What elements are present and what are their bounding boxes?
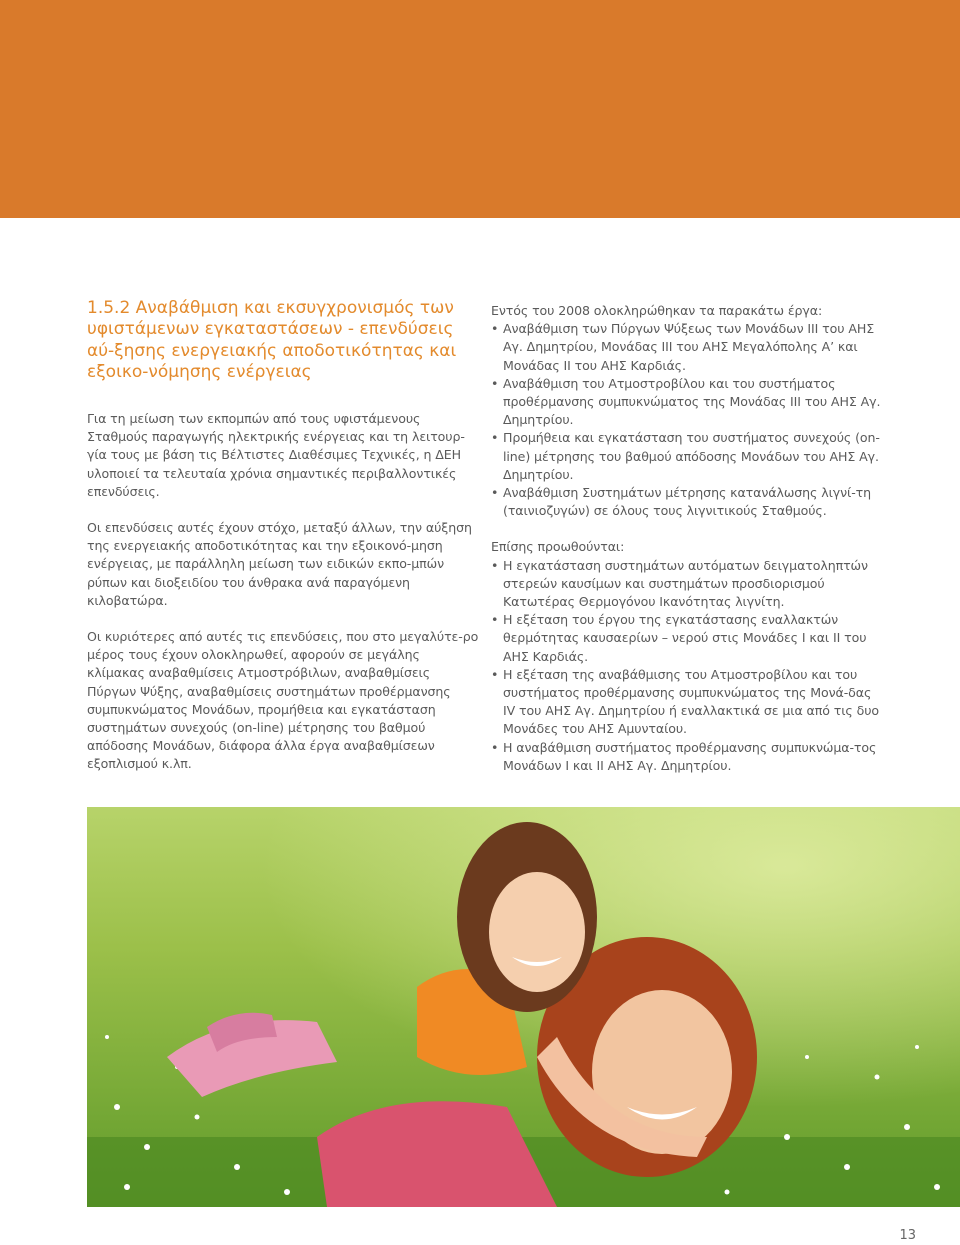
- list-item: • Η εγκατάσταση συστημάτων αυτόματων δειγματοληπτών στερεών καυσίμων και συστημάτων προσδιορισμού Κατωτέρας Θερμογόνου Ικανότητας λιγνίτη.: [491, 557, 868, 610]
- section-heading: [87, 298, 477, 384]
- list-item: • Αναβάθμιση των Πύργων Ψύξεως των Μονάδων ΙΙΙ του ΑΗΣ Αγ. Δημητρίου, Μονάδας ΙΙΙ του ΑΗΣ Μεγαλόπολης Α’ και Μονάδας ΙΙ του ΑΗΣ Καρδιάς.: [491, 321, 875, 373]
- photo-mother-daughter-in-meadow: [87, 807, 960, 1207]
- left-column: [87, 410, 479, 774]
- list-item: • Αναβάθμιση του Ατμοστροβίλου και του συστήματος προθέρμανσης συμπυκνώματος της Μονάδας ΙΙΙ του ΑΗΣ Αγ. Δημητρίου.: [491, 375, 881, 428]
- completed-intro: Εντός του 2008 ολοκληρώθηκαν τα παρακάτω έργα:: [491, 303, 823, 318]
- promoted-list: [491, 557, 886, 775]
- list-item: • Η εξέταση της αναβάθμισης του Ατμοστροβίλου και του συστήματος προθέρμανσης συμπυκνώματος της Μονά-δας IV του ΑΗΣ Αγ. Δημητρίου ή εναλλακτικά σε μια από τις δυο Μονάδες του ΑΗΣ Αμυνταίου.: [491, 666, 879, 737]
- list-item: • Η εξέταση του έργου της εγκατάστασης εναλλακτών θερμότητας καυσαερίων – νερού στις Μονάδες Ι και ΙΙ του ΑΗΣ Καρδιάς.: [491, 612, 867, 664]
- list-item: • Προμήθεια και εγκατάσταση του συστήματος συνεχούς (on-line) μέτρησης του βαθμού απόδοσης Μονάδων του ΑΗΣ Αγ. Δημητρίου.: [491, 430, 880, 482]
- list-item: • Αναβάθμιση Συστημάτων μέτρησης κατανάλωσης λιγνί-τη (ταινιοζυγών) σε όλους τους λιγνιτικούς Σταθμούς.: [491, 485, 872, 519]
- right-column: [491, 302, 886, 775]
- section-title: Αναβάθμιση και εκσυγχρονισμός των υφιστάμενων εγκαταστάσεων - επενδύσεις αύ-ξησης ενεργειακής αποδοτικότητας και εξοικο-νόμησης ενέργειας: [87, 298, 457, 383]
- section-number: 1.5.2: [87, 298, 131, 318]
- promoted-intro: Επίσης προωθούνται:: [491, 539, 625, 555]
- completed-list: [491, 320, 886, 520]
- paragraph-main-investments: Οι κυριότερες από αυτές τις επενδύσεις, που στο μεγαλύτε-ρο μέρος τους έχουν ολοκληρωθεί, αφορούν σε μεγάλης κλίμακας αναβαθμίσεις Ατμοστρόβιλων, αναβαθμίσεις Πύργων Ψύξης, αναβαθμίσεις συστημάτων προθέρμανσης συμπυκνώματος Μονάδων, προμήθεια και εγκατάσταση συστημάτων συνεχούς (on-line) μέτρησης του βαθμού απόδοσης Μονάδων, διάφορα άλλα έργα αναβαθμίσεων εξοπλισμού κ.λπ.: [87, 629, 479, 772]
- list-item: • Η αναβάθμιση συστήματος προθέρμανσης συμπυκνώμα-τος Μονάδων Ι και ΙΙ ΑΗΣ Αγ. Δημητρίου.: [491, 739, 877, 773]
- paragraph-goals: Οι επενδύσεις αυτές έχουν στόχο, μεταξύ άλλων, την αύξηση της ενεργειακής αποδοτικότητας και την εξοικονό-μηση ενέργειας, με παράλληλη μείωση των ειδικών εκπο-μπών ρύπων και διοξειδίου του άνθρακα ανά παραγόμενη κιλοβατώρα.: [87, 520, 472, 608]
- paragraph-intro: Για τη μείωση των εκπομπών από τους υφιστάμενους Σταθμούς παραγωγής ηλεκτρικής ενέργειας και τη λειτουρ-γία τους με βάση τις Βέλτιστες Διαθέσιμες Τεχνικές, η ΔΕΗ υλοποιεί τα τελευταία χρόνια σημαντικές περιβαλλοντικές επενδύσεις.: [87, 411, 465, 499]
- orange-header-banner: [0, 0, 960, 218]
- page-number: 13: [899, 1228, 916, 1243]
